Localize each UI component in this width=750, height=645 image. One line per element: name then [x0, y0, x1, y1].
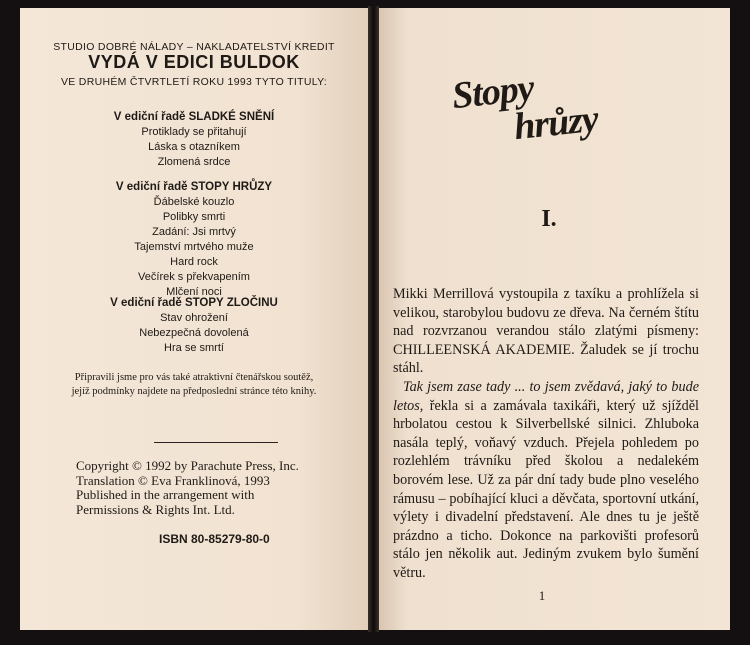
paragraph-2 — [393, 378, 699, 583]
series-title-item: Zadání: Jsi mrtvý — [152, 226, 236, 238]
series-title-item: Láska s otazníkem — [148, 141, 240, 153]
chapter-number: I. — [541, 206, 557, 232]
contest-note-line: Připravili jsme pro vás také atraktivní čtenářskou soutěž, — [74, 372, 314, 383]
series-title-item: Polibky smrti — [162, 211, 226, 223]
series-title-item: Nebezpečná dovolená — [139, 327, 249, 339]
subline: VE DRUHÉM ČTVRTLETÍ ROKU 1993 TYTO TITULY: — [60, 76, 328, 88]
series-title: V ediční řadě STOPY HRŮZY — [115, 181, 273, 193]
translation-line: Translation © Eva Franklinová, 1993 — [76, 472, 270, 488]
contest-note-line: jejíž podmínky najdete na předposlední stránce této knihy. — [71, 386, 317, 397]
series-block-stopy-zlocinu — [20, 297, 368, 356]
contest-note — [20, 371, 368, 399]
series-logo-line1: Stopy — [450, 66, 536, 118]
publisher-line: STUDIO DOBRÉ NÁLADY – NAKLADATELSTVÍ KREDIT — [53, 41, 335, 53]
series-title-item: Zlomená srdce — [157, 156, 231, 168]
series-block-stopy-hruzy — [20, 181, 368, 300]
series-title-item: Tajemství mrtvého muže — [134, 241, 254, 253]
isbn: ISBN 80-85279-80-0 — [159, 532, 270, 546]
chapter-text — [393, 285, 699, 583]
series-title-item: Ďábelské kouzlo — [153, 196, 235, 208]
copyright-line: Copyright © 1992 by Parachute Press, Inc. — [76, 458, 299, 473]
series-title-item: Protiklady se přitahují — [141, 126, 247, 138]
series-logo-line2: hrůzy — [512, 97, 600, 149]
left-page — [20, 8, 368, 630]
publication-line: Published in the arrangement with — [76, 487, 255, 502]
paragraph-2-italic: Tak jsem zase tady ... to jsem zvědavá, jaký to bude letos, — [393, 378, 699, 414]
paragraph-1: Mikki Merrillová vystoupila z taxíku a prohlížela si velikou, starobylou budovu ze dřeva. Na černém štítu nad rozvrzanou verandou stálo zlatými písmeny: CHILLEENSKÁ AKADEMIE. Žaludek se jí trochu stáhl. — [393, 286, 699, 377]
series-title-item: Hard rock — [170, 256, 218, 268]
book-gutter — [368, 6, 379, 632]
divider-rule — [154, 442, 278, 443]
series-block-sladke-sneni — [20, 111, 368, 170]
paragraph-2-text: řekla si a zamávala taxikáři, který už sjížděl hrbolatou cestou k Silverbellské silnici. Zhluboka nasála teplý, voňavý vzduch. Přejela pohledem po rozlehlém trávníku před školou a nedalekém borovém lese. Už za pár dní tady bude plno veselého rámusu – pobíhající kluci a děvčata, sportovní utkání, výlety i divadelní představení. Ale dnes tu je ještě prázdno a ticho. Dokonce na parkovišti profesorů stálo jen několik aut. Jediným zvukem bylo šumění větru. — [393, 397, 699, 581]
page-number: 1 — [538, 588, 546, 603]
right-page — [379, 8, 730, 630]
series-title-item: Večírek s překvapením — [138, 271, 250, 283]
series-title-item: Hra se smrtí — [164, 342, 224, 354]
copyright-block — [76, 459, 299, 517]
series-title-item: Mlčení noci — [166, 286, 222, 298]
series-title: V ediční řadě SLADKÉ SNĚNÍ — [113, 111, 275, 123]
series-title-item: Stav ohrožení — [160, 312, 228, 324]
series-title: V ediční řadě STOPY ZLOČINU — [110, 297, 278, 309]
permissions-line: Permissions & Rights Int. Ltd. — [76, 501, 235, 517]
headline: VYDÁ V EDICI BULDOK — [88, 52, 300, 72]
